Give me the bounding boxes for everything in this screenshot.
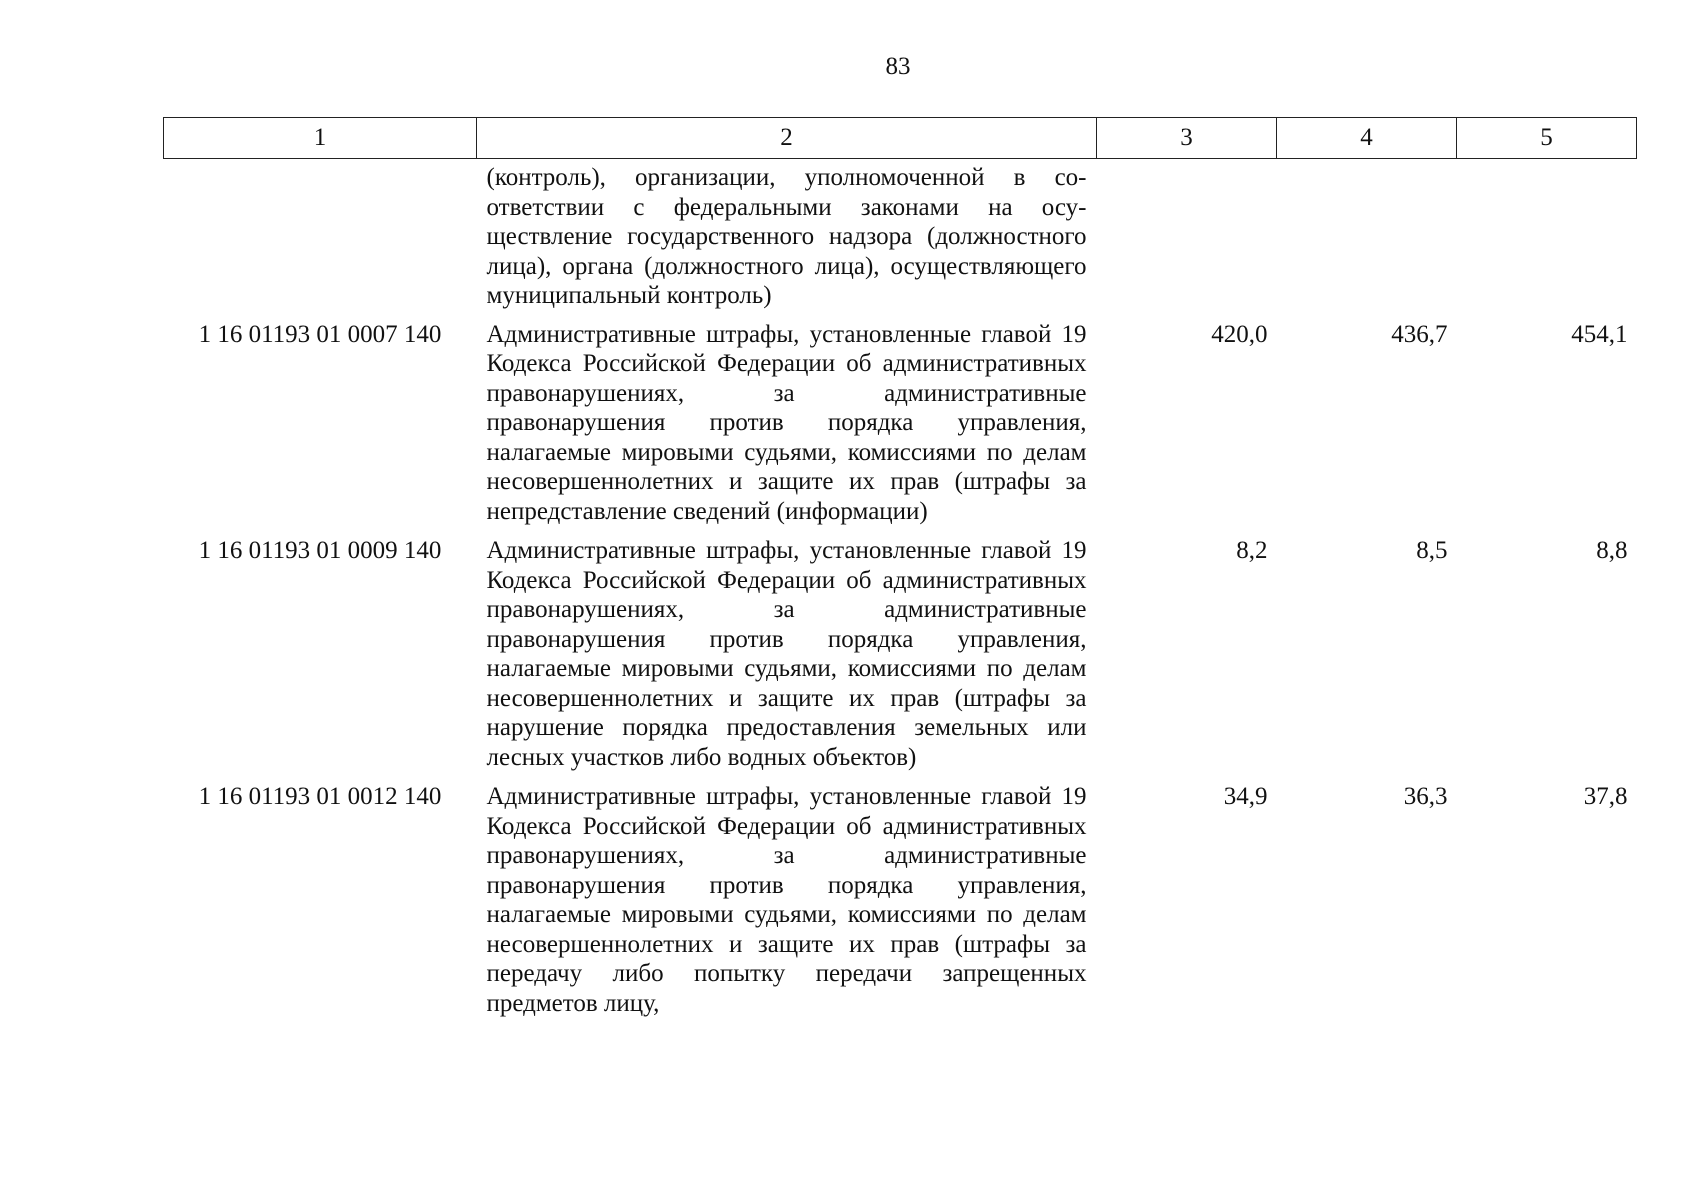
table-row <box>164 536 1637 782</box>
row-code: 1 16 01193 01 0012 140 <box>198 783 442 810</box>
table-header-row <box>164 118 1637 159</box>
row-value-col3: 34,9 <box>1223 783 1268 810</box>
column-header-2: 2 <box>477 118 1097 159</box>
table-row <box>164 320 1637 537</box>
column-header-5: 5 <box>1457 118 1637 159</box>
row-value-col3: 8,2 <box>1236 537 1268 564</box>
row-value-col4: 36,3 <box>1403 783 1448 810</box>
continuation-description: (контроль), организации, уполномоченной в соответствии с федеральными законами на осуществление государственного надзора (должностного лица), органа (должностного лица), осуществляющего муниципальный контроль) <box>486 164 1087 309</box>
page-number: 83 <box>885 53 911 80</box>
row-value-col5: 8,8 <box>1596 537 1628 564</box>
row-code: 1 16 01193 01 0007 140 <box>198 320 442 348</box>
row-description: Административные штрафы, установленные главой 19 Кодекса Российской Федерации об административных правонарушениях, за административные правонарушения против порядка управления, налагаемые мировыми судьями, комиссиями по делам несовершеннолетних и защите их прав (штрафы за нарушение порядка предоставления земельных или лесных участков либо водных объектов) <box>486 537 1087 771</box>
row-value-col3: 420,0 <box>1211 320 1268 348</box>
continuation-col5 <box>1457 159 1637 320</box>
row-value-col5: 454,1 <box>1571 320 1628 348</box>
row-description: Административные штрафы, установленные главой 19 Кодекса Российской Федерации об административных правонарушениях, за административные правонарушения против порядка управления, налагаемые мировыми судьями, комиссиями по делам несовершеннолетних и защите их прав (штрафы за непредставление сведений (информации) <box>486 320 1087 525</box>
continuation-col4 <box>1277 159 1457 320</box>
row-code: 1 16 01193 01 0009 140 <box>198 537 442 564</box>
continuation-col3 <box>1097 159 1277 320</box>
continuation-code-cell <box>164 159 477 320</box>
row-value-col4: 436,7 <box>1391 320 1448 348</box>
row-value-col4: 8,5 <box>1416 537 1448 564</box>
row-description: Административные штрафы, установленные главой 19 Кодекса Российской Федерации об административных правонарушениях, за административные правонарушения против порядка управления, налагаемые мировыми судьями, комиссиями по делам несовершеннолетних и защите их прав (штрафы за передачу либо попытку передачи запрещенных предметов лицу, <box>486 783 1087 1017</box>
column-header-4: 4 <box>1277 118 1457 159</box>
budget-table <box>163 117 1637 1028</box>
continuation-row <box>164 159 1637 320</box>
column-header-1: 1 <box>164 118 477 159</box>
table-row <box>164 782 1637 1028</box>
row-value-col5: 37,8 <box>1583 783 1628 810</box>
column-header-3: 3 <box>1097 118 1277 159</box>
